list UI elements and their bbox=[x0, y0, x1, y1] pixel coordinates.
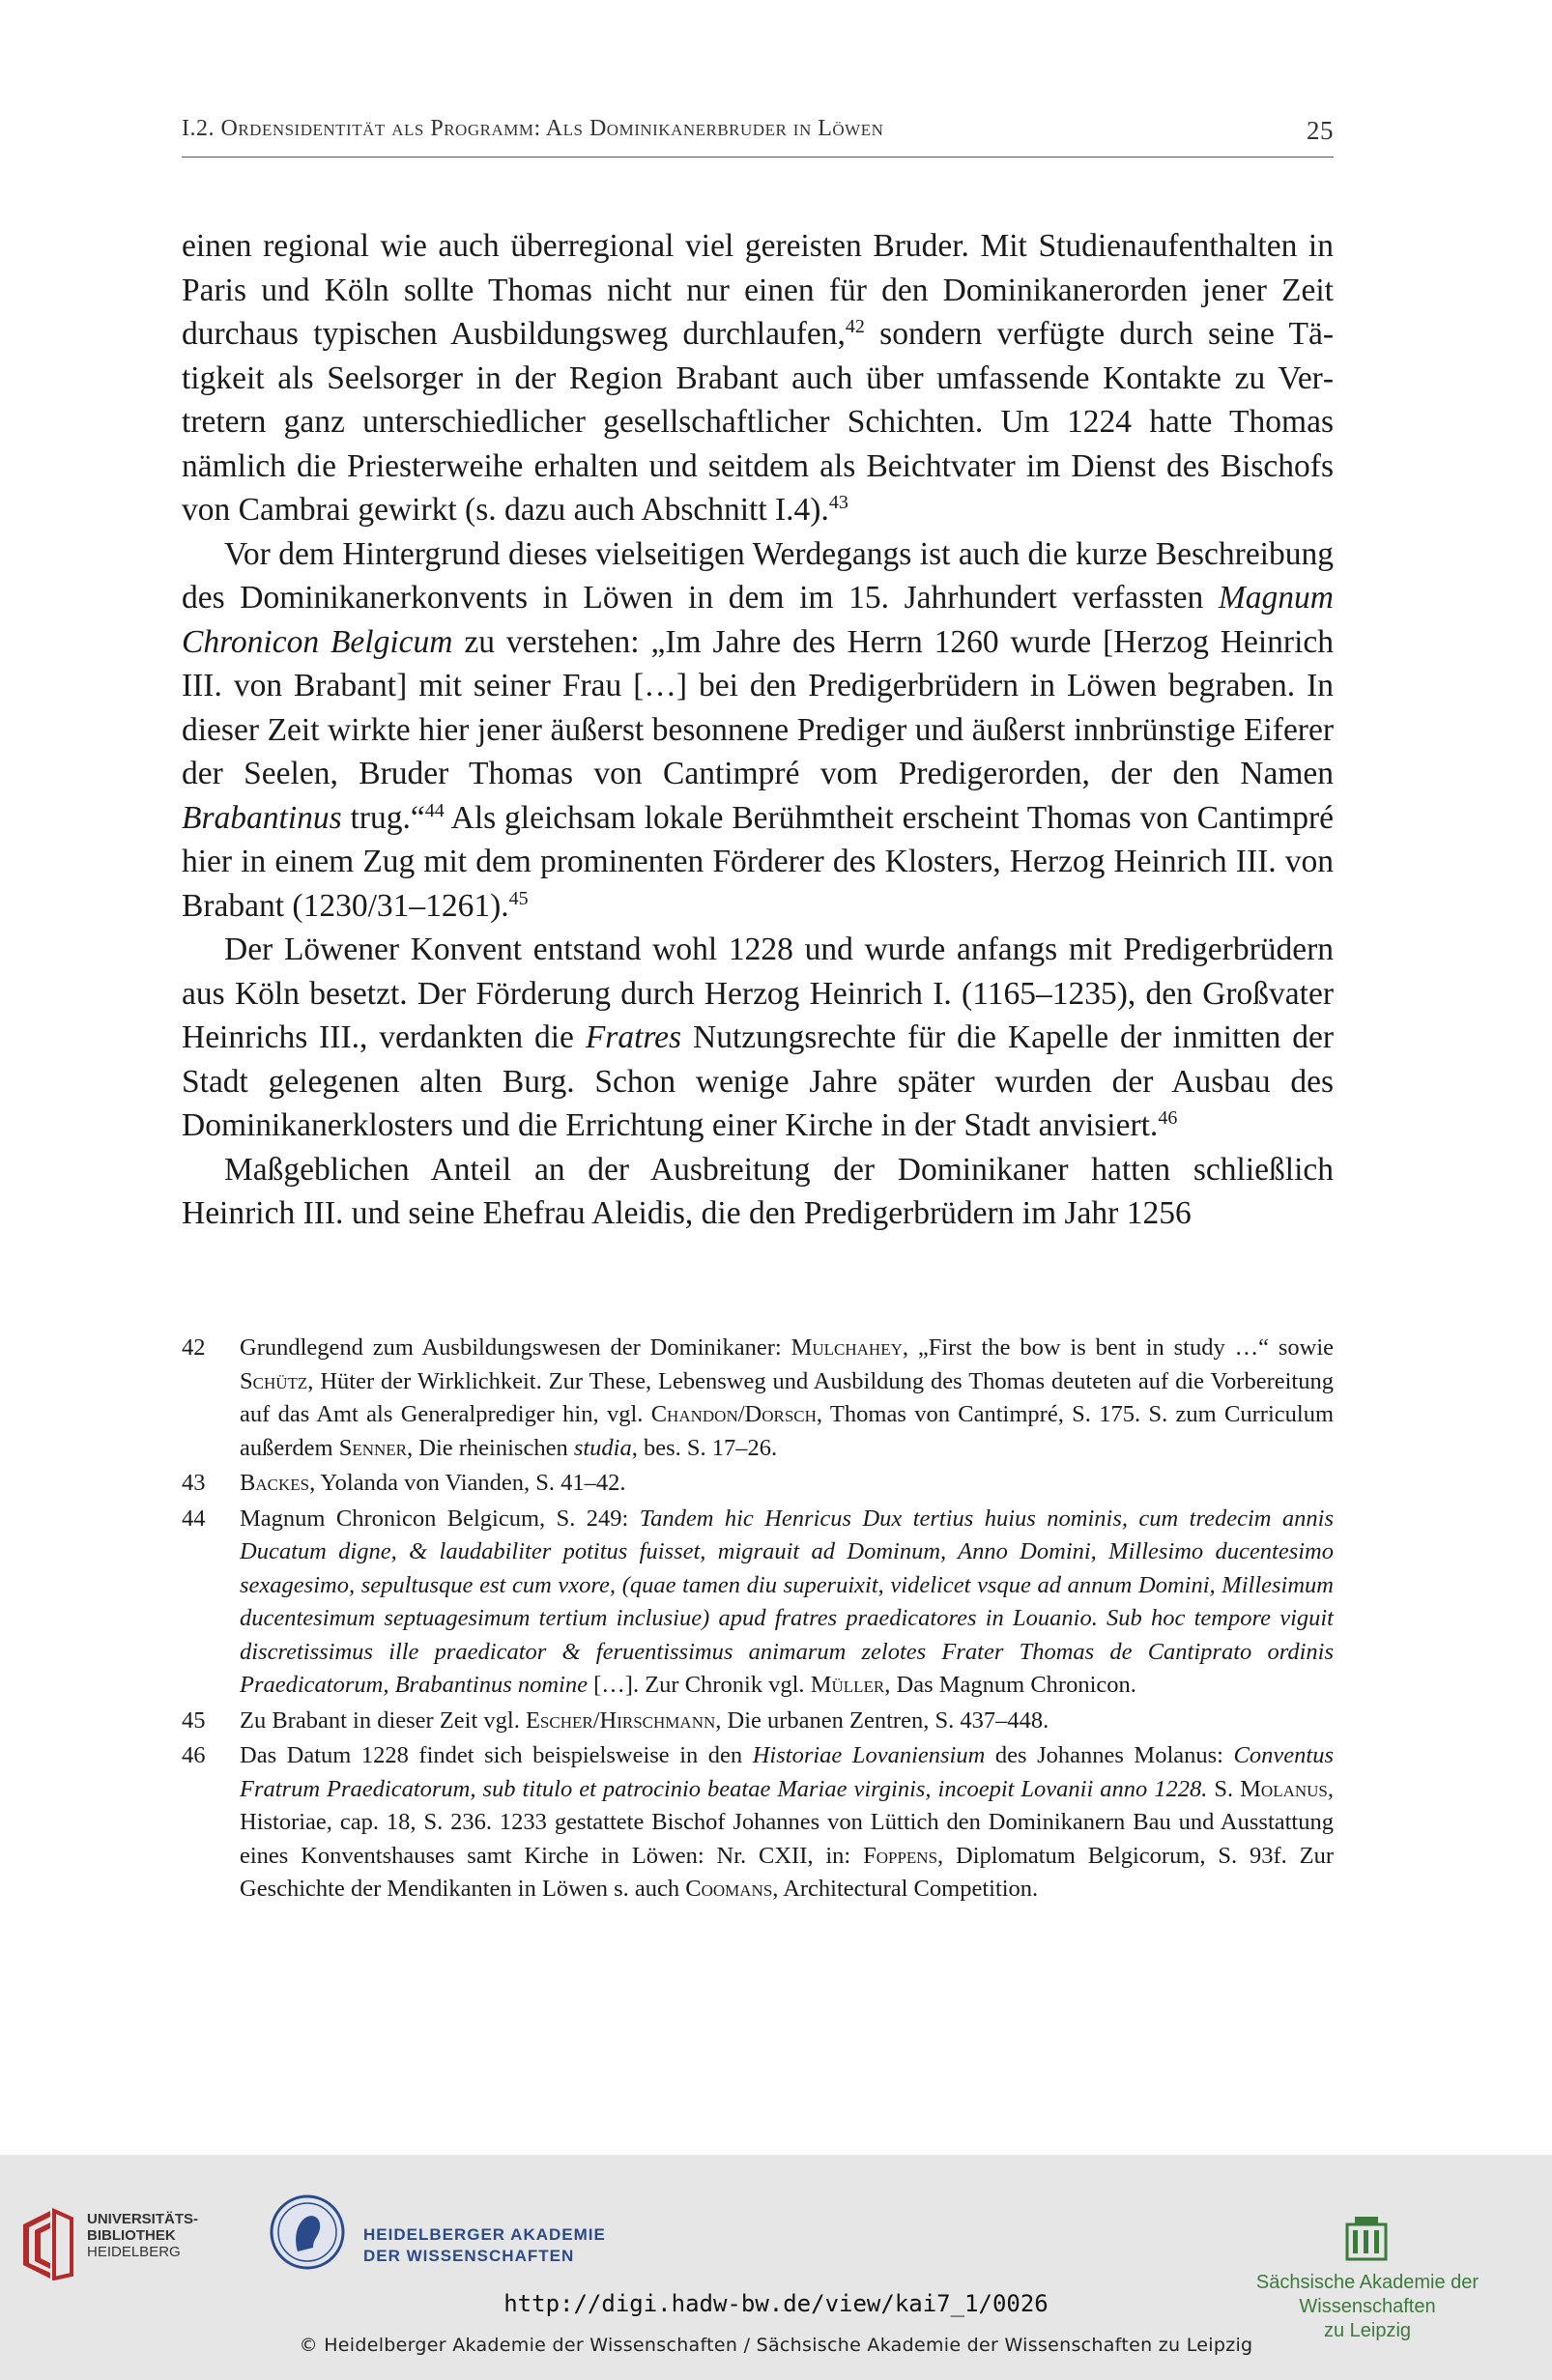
footnote-ref-42[interactable]: 42 bbox=[845, 316, 865, 337]
text-run: , Historiae, cap. 18, S. 236. 1233 gestattete Bischof Johannes von Lüttich den Dominikanern Bau und Ausstattung eines Konventshauses samt Kirche in Löwen: Nr. CXII, in: bbox=[240, 1775, 1334, 1869]
latin-term: Fratres bbox=[585, 1019, 682, 1055]
page-number: 25 bbox=[1307, 116, 1334, 145]
footnote-ref-44[interactable]: 44 bbox=[424, 799, 445, 821]
footnote-46 bbox=[182, 1739, 1334, 1907]
paragraph-3 bbox=[182, 928, 1334, 1148]
author-name: Müller bbox=[810, 1672, 885, 1698]
epithet: Brabantinus bbox=[182, 799, 342, 836]
author-name: Coomans bbox=[685, 1876, 773, 1902]
footnote-44 bbox=[182, 1503, 1334, 1703]
text-run: Das Datum 1228 findet sich beispielsweise in den bbox=[240, 1742, 753, 1768]
logo-text-line: HEIDELBERGER AKADEMIE bbox=[363, 2225, 606, 2244]
text-run: trug.“ bbox=[341, 799, 425, 836]
text-run: , Yolanda von Vianden, S. 41–42. bbox=[309, 1470, 626, 1496]
work-title: Magnum Chronicon Belgicum bbox=[182, 580, 1334, 660]
academy-seal-icon[interactable] bbox=[269, 2194, 346, 2271]
author-name: Backes bbox=[240, 1470, 310, 1496]
author-name: Senner bbox=[338, 1434, 408, 1461]
logo-text-line: HEIDELBERG bbox=[87, 2244, 181, 2260]
text-run: Grundlegend zum Ausbildungswesen der Dominikaner: bbox=[240, 1334, 791, 1361]
saxon-academy-logo-icon[interactable] bbox=[1345, 2215, 1388, 2261]
text-run: , Diplomatum Belgicorum, S. 93f. Zur Geschichte der Mendikanten in Löwen s. auch bbox=[240, 1842, 1335, 1902]
text-run: Vor dem Hintergrund dieses vielseitigen Werdegangs ist auch die kurze Beschreibung des Dominikanerkonvents in Löwen in dem im 15. Jahrhundert verfassten bbox=[182, 535, 1334, 616]
text-run: , Thomas von Cantimpré, S. 175. S. zum Curriculum außerdem bbox=[240, 1401, 1334, 1461]
latin-term: studia bbox=[573, 1434, 632, 1461]
text-run: Der Löwener Konvent entstand wohl 1228 und wurde anfangs mit Predigerbrüdern aus Köln besetzt. Der Förderung durch Herzog Heinrich I. (1165–1235), den Großvater Heinrichs III., verdankten die bbox=[182, 932, 1334, 1055]
footnote-ref-43[interactable]: 43 bbox=[828, 492, 848, 513]
footnote-ref-46[interactable]: 46 bbox=[1158, 1107, 1178, 1129]
text-run: , Die urbanen Zentren, S. 437–448. bbox=[715, 1706, 1049, 1734]
author-name: Schütz bbox=[240, 1367, 308, 1394]
latin-quotation: Conventus Fratrum Praedicatorum, sub titulo et patrocinio beatae Mariae virginis, incoepit Lovanii anno 1228. bbox=[240, 1742, 1334, 1802]
footnote-number: 46 bbox=[182, 1742, 206, 1768]
text-run: Zu Brabant in dieser Zeit vgl. bbox=[240, 1706, 526, 1734]
footnote-number: 45 bbox=[182, 1706, 206, 1734]
footnote-45 bbox=[182, 1705, 1334, 1738]
logo-text-line: Sächsische Akademie der Wissenschaften bbox=[1255, 2272, 1480, 2317]
text-run: S. bbox=[1207, 1775, 1241, 1802]
footnote-number: 43 bbox=[182, 1470, 206, 1496]
university-library-name bbox=[87, 2211, 198, 2260]
work-title: Historiae Lovaniensium bbox=[752, 1742, 986, 1768]
main-text bbox=[182, 224, 1334, 1236]
footnote-number: 44 bbox=[182, 1505, 206, 1532]
text-run: , Architectural Competition. bbox=[772, 1876, 1039, 1902]
logo-text-line: UNIVERSITÄTS- bbox=[87, 2211, 199, 2227]
academy-name bbox=[363, 2224, 606, 2267]
permalink-url[interactable]: http://digi.hadw-bw.de/view/kai7_1/0026 bbox=[503, 2290, 1049, 2317]
text-run: , bes. S. 17–26. bbox=[631, 1434, 778, 1461]
latin-quotation: Tandem hic Henricus Dux tertius huius nominis, cum tredecim annis Ducatum digne, & laudabiliter potitus fuisset, migrauit ad Dominum, Anno Domini, Millesimo ducentesimo sexagesimo, sepultusque est cum vxore, (quae tamen diu superuixit, videlicet vsque ad annum Domini, Millesimum ducentesimum septuagesimum tertium inclusiue) apud fratres praedicatores in Louanio. Sub hoc tempore viguit discretissimus ille praedicator & feruentissimus animarum zelotes Frater Thomas de Cantiprato ordinis Praedicatorum, Brabantinus nomine bbox=[240, 1505, 1334, 1698]
text-run: des Johannes Molanus: bbox=[985, 1742, 1234, 1768]
author-name: Escher/Hirschmann bbox=[525, 1706, 716, 1734]
paragraph-2 bbox=[182, 532, 1334, 929]
logo-text-line: BIBLIOTHEK bbox=[87, 2227, 176, 2244]
running-header bbox=[182, 116, 1334, 145]
author-name: Foppens bbox=[863, 1842, 938, 1869]
text-run: Nutzungsrechte für die Kapelle der inmitten der Stadt gelegenen alten Burg. Schon wenige Jahre später wurden der Ausbau des Dominikanerklosters und die Errichtung einer Kirche in der Stadt anvisiert. bbox=[182, 1019, 1335, 1143]
logo-text-line: DER WISSENSCHAFTEN bbox=[363, 2247, 575, 2265]
digitization-footer bbox=[0, 2155, 1552, 2380]
text-run: , Hüter der Wirklichkeit. Zur These, Lebensweg und Ausbildung des Thomas deuteten auf die Vorbereitung auf das Amt als Generalprediger hin, vgl. bbox=[240, 1367, 1334, 1427]
text-run: zu verstehen: „Im Jahre des Herrn 1260 wurde [Herzog Heinrich III. von Brabant] mit seiner Frau […] bei den Predigerbrüdern in Löwen begraben. In dieser Zeit wirkte hier jener äußerst besonnene Prediger und äußerst innbrünstige Eiferer der Seelen, Bruder Thomas von Cantimpré vom Predigerorden, der den Namen bbox=[182, 623, 1335, 791]
text-run: , „First the bow is bent in study …“ sowie bbox=[902, 1334, 1334, 1361]
text-run: […]. Zur Chronik vgl. bbox=[588, 1672, 811, 1698]
logo-text-line: zu Leipzig bbox=[1323, 2320, 1412, 2341]
author-name: Chandon/Dorsch bbox=[650, 1401, 817, 1427]
copyright-notice: © Heidelberger Akademie der Wissenschaften / Sächsische Akademie der Wissenschaften zu Leipzig bbox=[299, 2335, 1253, 2356]
footnote-42 bbox=[182, 1332, 1334, 1465]
footnote-number: 42 bbox=[182, 1334, 206, 1361]
paragraph-1 bbox=[182, 224, 1334, 532]
footnote-43 bbox=[182, 1467, 1334, 1501]
author-name: Molanus bbox=[1240, 1775, 1328, 1802]
running-title: I.2. Ordensidentität als Programm: Als Dominikanerbruder in Löwen bbox=[182, 116, 884, 141]
text-run: , Das Magnum Chronicon. bbox=[884, 1672, 1136, 1698]
text-run: einen regional wie auch überregional viel gereisten Bruder. Mit Studienaufenthalten in Paris und Köln sollte Thomas nicht nur einen für den Dominikanerorden jener Zeit durchaus typischen Ausbildungsweg durchlaufen, bbox=[182, 228, 1334, 352]
text-run: Als gleichsam lokale Berühmtheit erscheint Thomas von Cantimpré hier in einem Zug mit dem prominenten Förderer des Klosters, Herzog Heinrich III. von Brabant (1230/31–1261). bbox=[182, 799, 1334, 924]
paragraph-4 bbox=[182, 1148, 1334, 1236]
text-run: , Die rheinischen bbox=[407, 1434, 574, 1461]
text-run: Maßgeblichen Anteil an der Ausbreitung der Dominikaner hatten schließlich Heinrich III. und seine Ehefrau Aleidis, die den Predigerbrüdern im Jahr 1256 bbox=[182, 1151, 1334, 1231]
text-run: sondern verfügte durch seine Tätigkeit als Seelsorger in der Region Brabant auch über umfassende Kontakte zu Vertretern ganz unterschiedlicher gesellschaftlicher Schichten. Um 1224 hatte Thomas nämlich die Priesterweihe erhalten und seitdem als Beichtvater im Dienst des Bischofs von Cambrai gewirkt (s. dazu auch Abschnitt I.4). bbox=[182, 316, 1334, 528]
footnotes bbox=[182, 1332, 1334, 1908]
footnote-ref-45[interactable]: 45 bbox=[508, 887, 529, 909]
text-run: Magnum Chronicon Belgicum, S. 249: bbox=[240, 1505, 640, 1532]
author-name: Mulchahey bbox=[790, 1334, 903, 1361]
header-rule bbox=[182, 157, 1334, 158]
